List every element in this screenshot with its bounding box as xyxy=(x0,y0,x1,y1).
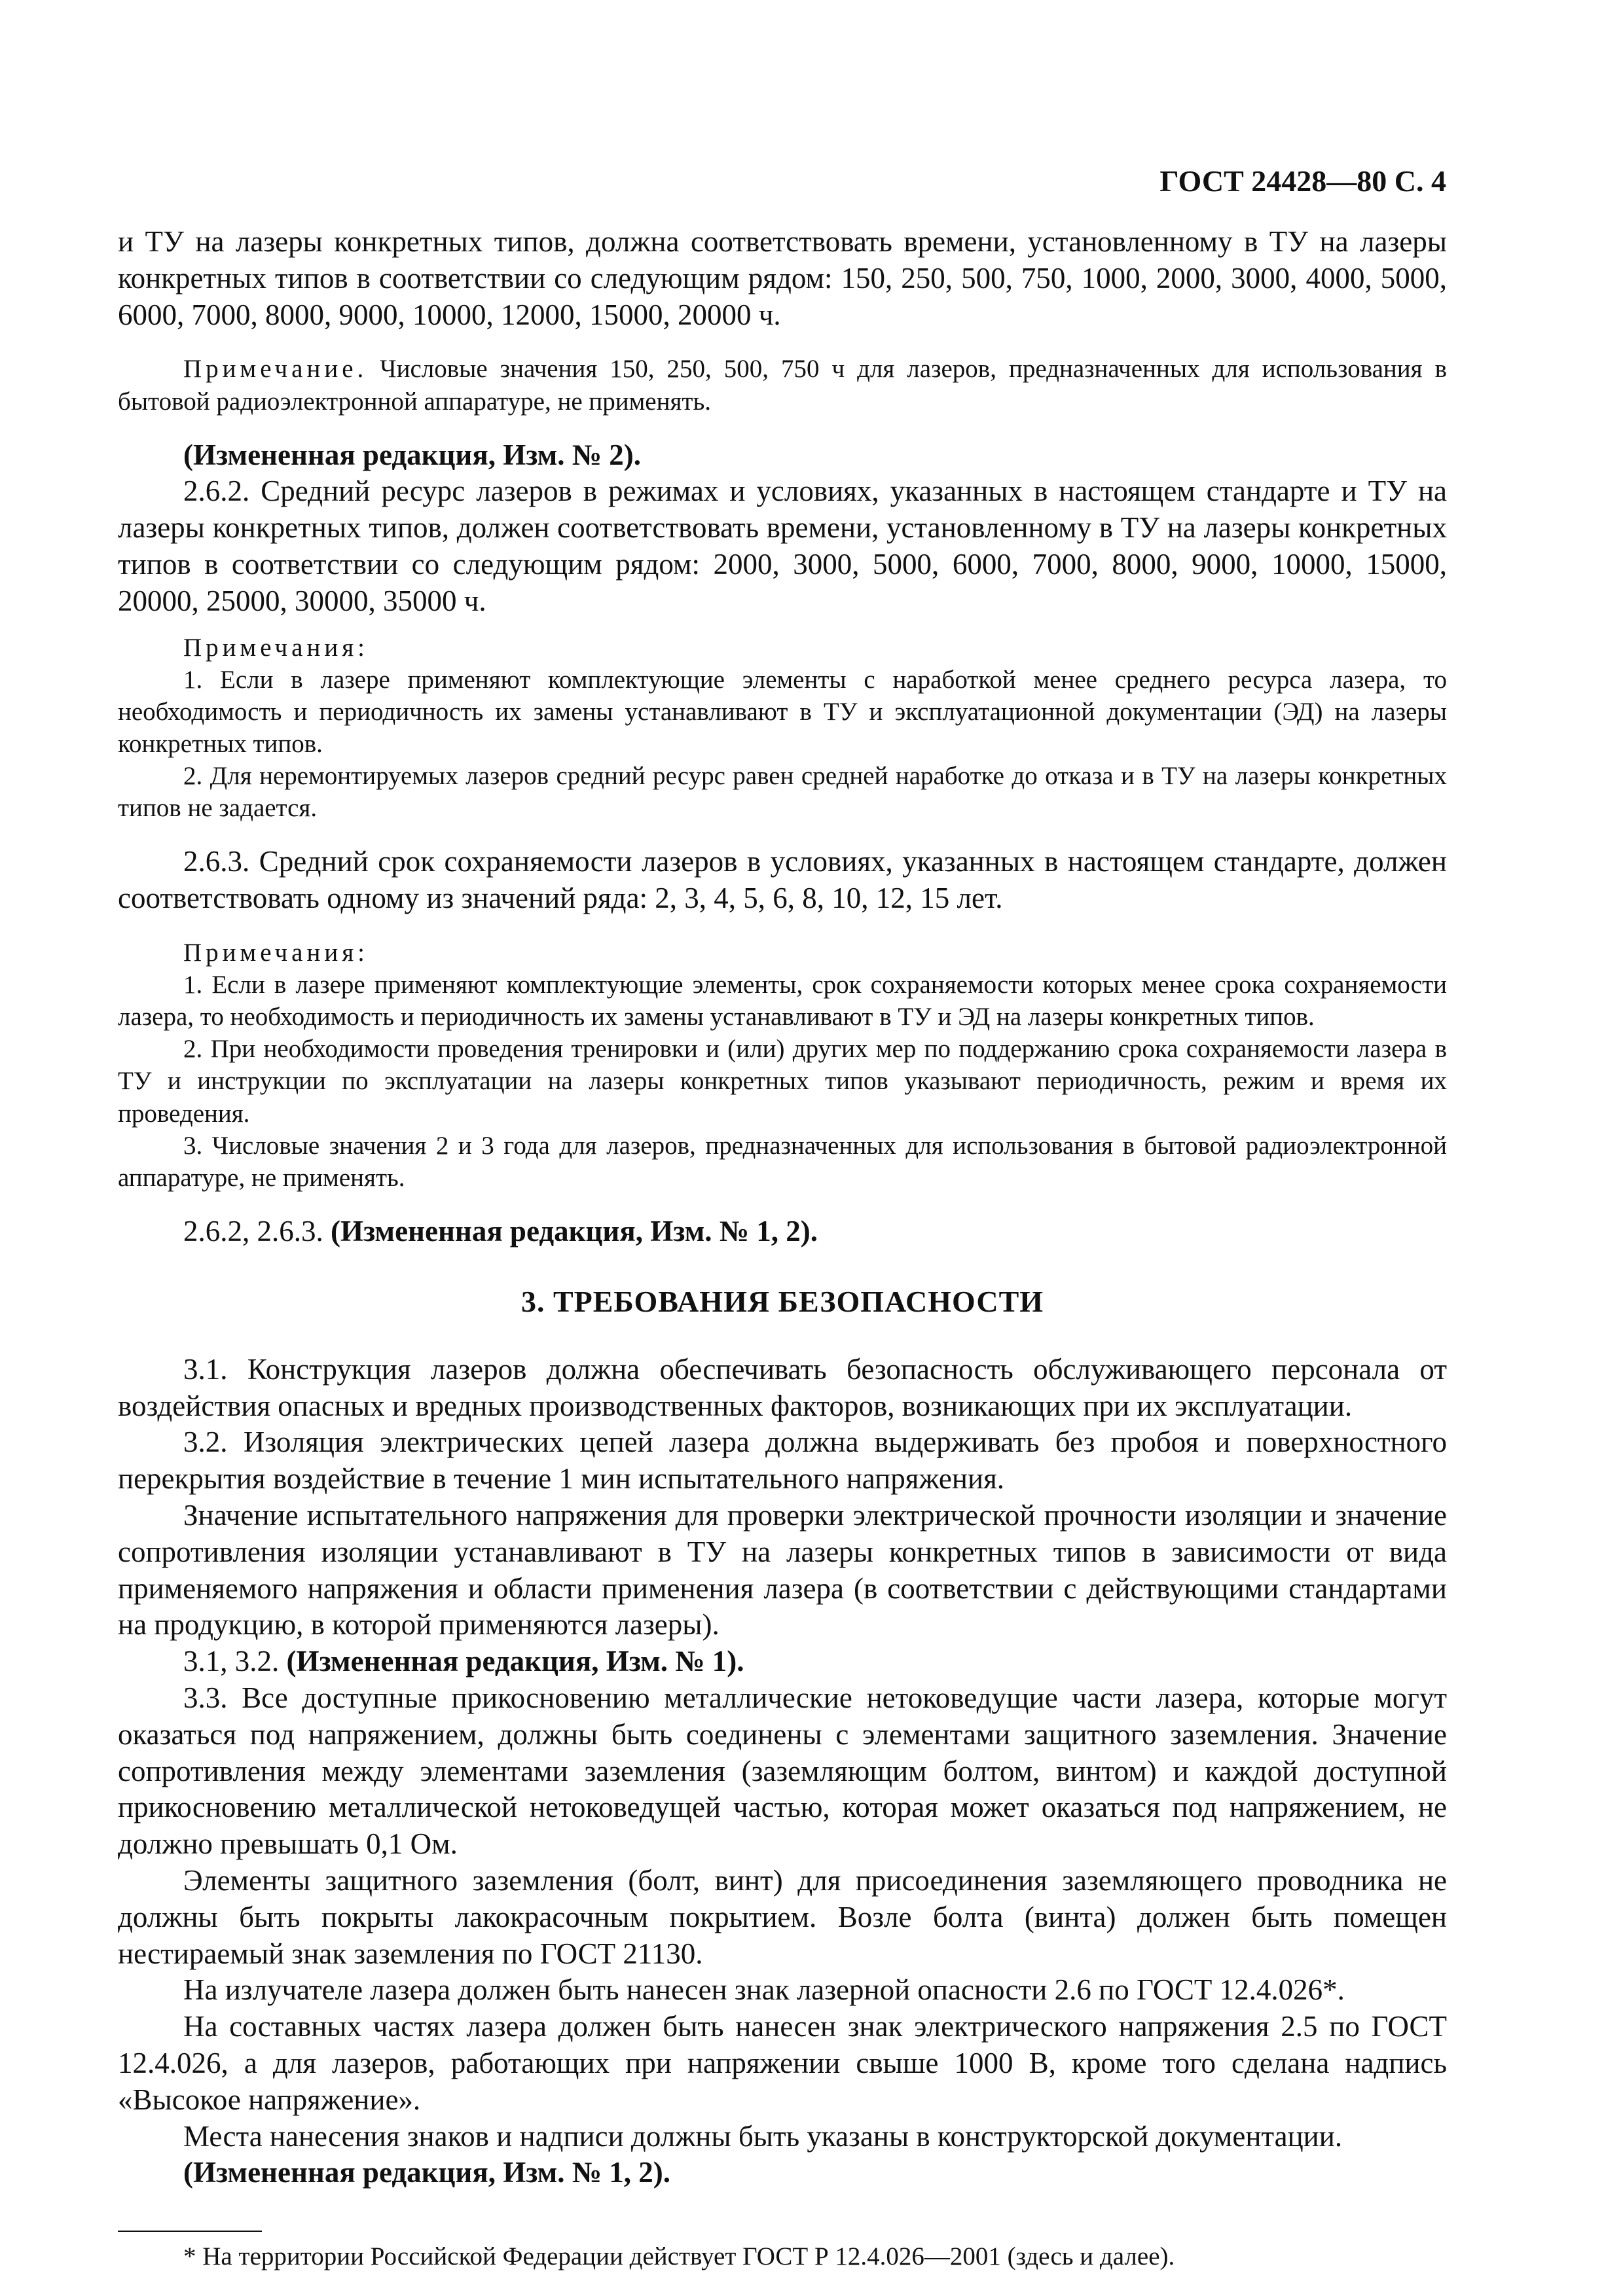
note-text: Числовые значения 150, 250, 500, 750 ч для лазеров, предназначенных для использования в бытовой радиоэлектронной аппаратуре, не применять. xyxy=(118,355,1447,416)
footnote: * На территории Российской Федерации действует ГОСТ Р 12.4.026—2001 (здесь и далее). xyxy=(183,2242,1175,2271)
note-item: 2. Для неремонтируемых лазеров средний ресурс равен средней наработке до отказа и в ТУ на лазеры конкретных типов не задается. xyxy=(118,762,1447,823)
paragraph-continuation: и ТУ на лазеры конкретных типов, должна соответствовать времени, установленному в ТУ на лазеры конкретных типов в соответствии со следующим рядом: 150, 250, 500, 750, 1000, 2000, 3000, 4000, 5000, 6000, 7000, 8000, 9000, 10000, 12000, 15000, 20000 ч. xyxy=(118,225,1447,331)
revision-text: (Измененная редакция, Изм. № 1, 2). xyxy=(183,2156,671,2189)
clause-3-1: 3.1. Конструкция лазеров должна обеспечивать безопасность обслуживающего персонала от воздействия опасных и вредных производственных факторов, возникающих при их эксплуатации. xyxy=(118,1352,1447,1422)
revision-text: (Измененная редакция, Изм. № 1). xyxy=(286,1645,744,1678)
notes-label: Примечания: xyxy=(183,938,369,967)
clause-3-3-continuation: Элементы защитного заземления (болт, винт) для присоединения заземляющего проводника не должны быть покрыты лакокрасочным покрытием. Возле болта (винта) должен быть помещен нестираемый знак заземления по ГОСТ 21130. xyxy=(118,1863,1447,1970)
note-item: 1. Если в лазере применяют комплектующие элементы, срок сохраняемости которых менее срока сохраняемости лазера, то необходимость и периодичность их замены устанавливают в ТУ и ЭД на лазеры конкретных типов. xyxy=(118,971,1447,1031)
revision-text: (Измененная редакция, Изм. № 1, 2). xyxy=(331,1214,818,1247)
revision-note xyxy=(118,1643,1447,1680)
note-1 xyxy=(118,353,1447,417)
note-item: 2. При необходимости проведения тренировки и (или) других мер по поддержанию срока сохраняемости лазера в ТУ и инструкции по эксплуатации на лазеры конкретных типов указывают периодичность, режим и время их проведения. xyxy=(118,1035,1447,1128)
note-item: 3. Числовые значения 2 и 3 года для лазеров, предназначенных для использования в бытовой радиоэлектронной аппаратуре, не применять. xyxy=(118,1131,1447,1192)
notes-label: Примечания: xyxy=(183,633,369,662)
revision-text: (Измененная редакция, Изм. № 2). xyxy=(183,438,642,471)
revision-note xyxy=(118,1213,1447,1250)
revision-prefix: 2.6.2, 2.6.3. xyxy=(183,1214,331,1247)
clause-2-6-2: 2.6.2. Средний ресурс лазеров в режимах и условиях, указанных в настоящем стандарте и ТУ на лазеры конкретных типов, должен соответствовать времени, установленному в ТУ на лазеры конкретных типов в соответствии со следующим рядом: 2000, 3000, 5000, 6000, 7000, 8000, 9000, 10000, 15000, 20000, 25000, 30000, 35000 ч. xyxy=(118,475,1447,617)
section-title: 3. ТРЕБОВАНИЯ БЕЗОПАСНОСТИ xyxy=(520,1284,1044,1318)
note-item: 1. Если в лазере применяют комплектующие элементы с наработкой менее среднего ресурса лазера, то необходимость и периодичность их замены устанавливают в ТУ и эксплуатационной документации (ЭД) на лазеры конкретных типов. xyxy=(118,665,1447,758)
document-body xyxy=(118,164,1447,2272)
note-label: Примечание. xyxy=(183,355,368,384)
revision-note xyxy=(118,2155,1447,2191)
revision-prefix: 3.1, 3.2. xyxy=(183,1645,287,1678)
revision-note xyxy=(118,437,1447,474)
clause-3-3-continuation: Места нанесения знаков и надписи должны быть указаны в конструкторской документации. xyxy=(183,2119,1343,2153)
clause-3-3-continuation: На излучателе лазера должен быть нанесен знак лазерной опасности 2.6 по ГОСТ 12.4.026*. xyxy=(183,1973,1345,2007)
clause-2-6-3: 2.6.3. Средний срок сохраняемости лазеров в условиях, указанных в настоящем стандарте, должен соответствовать одному из значений ряда: 2, 3, 4, 5, 6, 8, 10, 12, 15 лет. xyxy=(118,845,1447,915)
clause-3-3-continuation: На составных частях лазера должен быть нанесен знак электрического напряжения 2.5 по ГОСТ 12.4.026, а для лазеров, работающих при напряжении свыше 1000 В, кроме того сделана надпись «Высокое напряжение». xyxy=(118,2010,1447,2116)
clause-3-2: 3.2. Изоляция электрических цепей лазера должна выдерживать без пробоя и поверхностного перекрытия воздействие в течение 1 мин испытательного напряжения. xyxy=(118,1426,1447,1496)
page-header: ГОСТ 24428—80 С. 4 xyxy=(1159,164,1446,198)
footnote-divider xyxy=(118,2231,262,2232)
clause-3-3: 3.3. Все доступные прикосновению металлические нетоковедущие части лазера, которые могут оказаться под напряжением, должны быть соединены с элементами защитного заземления. Значение сопротивления между элементами заземления (заземляющим болтом, винтом) и каждой доступной прикосновению металлической нетоковедущей частью, которая может оказаться под напряжением, не должно превышать 0,1 Ом. xyxy=(118,1681,1447,1861)
clause-3-2-continuation: Значение испытательного напряжения для проверки электрической прочности изоляции и значение сопротивления изоляции устанавливают в ТУ на лазеры конкретных типов в зависимости от вида применяемого напряжения и области применения лазера (в соответствии с действующими стандартами на продукцию, в которой применяются лазеры). xyxy=(118,1498,1447,1641)
